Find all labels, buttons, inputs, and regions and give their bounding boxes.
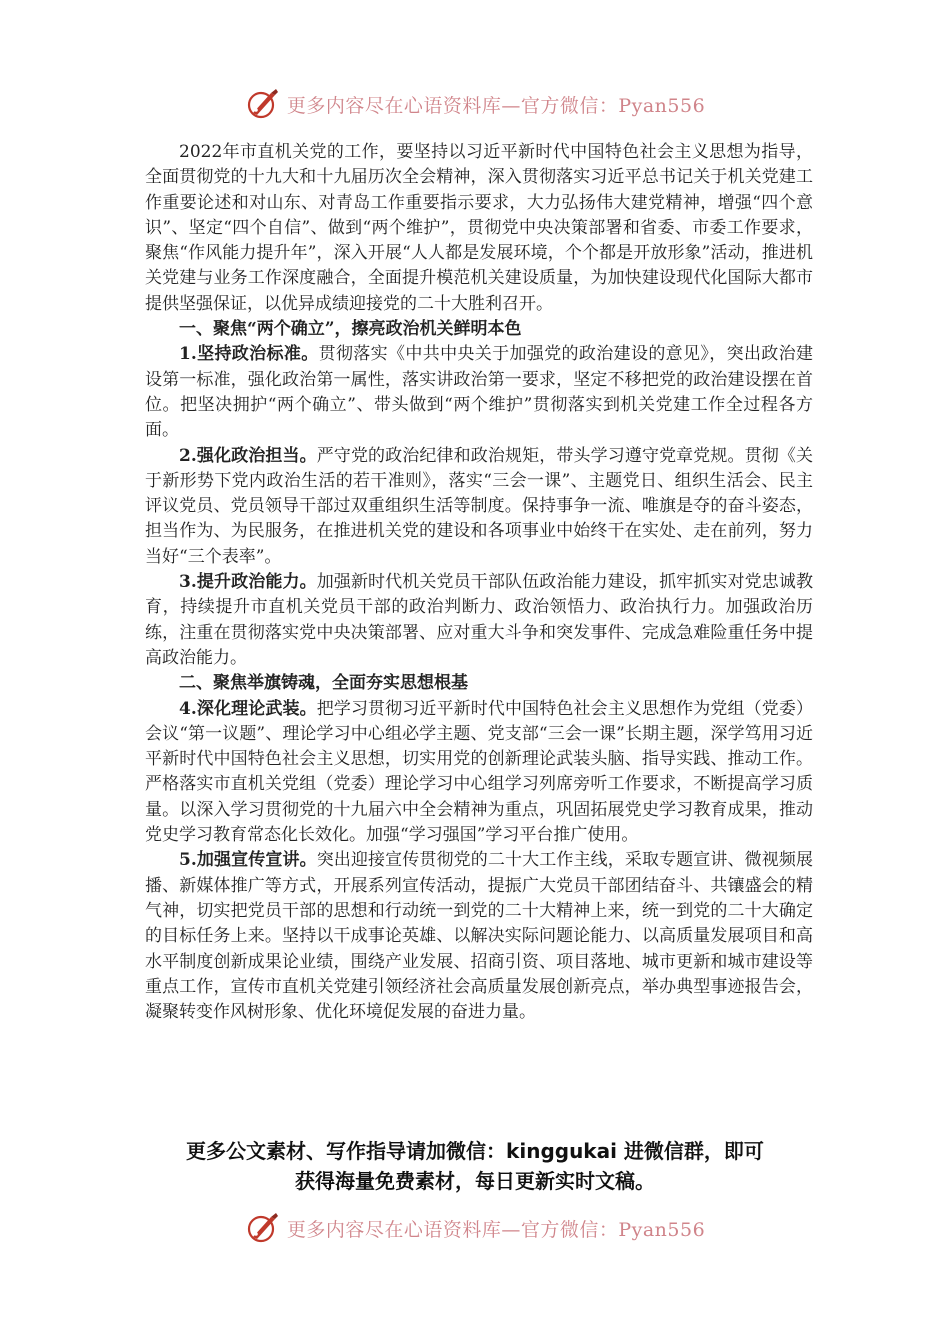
item-1-title: 1.坚持政治标准。 xyxy=(179,344,319,365)
item-3-body: 加强新时代机关党员干部队伍政治能力建设，抓牢抓实对党忠诚教育，持续提升市直机关党员干部的政治判断力、政治领悟力、政治执行力。加强政治历练，注重在贯彻落实党中央决策部署、应对重大斗争和突发事件、完成急难险重任务中提高政治能力。 xyxy=(145,572,814,668)
intro-paragraph: 2022年市直机关党的工作，要坚持以习近平新时代中国特色社会主义思想为指导，全面贯彻党的十九大和十九届历次全会精神，深入贯彻落实习近平总书记关于机关党建工作重要论述和对山东、对青岛工作重要指示要求，大力弘扬伟大建党精神，增强“四个意识”、坚定“四个自信”、做到“两个维护”，贯彻党中央决策部署和省委、市委工作要求，聚焦“作风能力提升年”，深入开展“人人都是发展环境，个个都是开放形象”活动，推进机关党建与业务工作深度融合，全面提升模范机关建设质量，为加快建设现代化国际大都市提供坚强保证，以优异成绩迎接党的二十大胜利召开。 xyxy=(145,142,813,314)
banner-text: 更多内容尽在心语资料库—官方微信：Pyan556 xyxy=(286,94,706,117)
pen-logo-icon xyxy=(245,86,281,122)
item-4-title: 4.深化理论武装。 xyxy=(179,698,317,719)
item-1-paragraph xyxy=(145,342,813,443)
banner-text: 更多内容尽在心语资料库—官方微信：Pyan556 xyxy=(286,1218,706,1241)
item-4-paragraph xyxy=(145,697,813,849)
item-1-body: 贯彻落实《中共中央关于加强党的政治建设的意见》，突出政治建设第一标准，强化政治第一属性，落实讲政治第一要求，坚定不移把党的政治建设摆在首位。把坚决拥护“两个确立”、带头做到“两个维护”贯彻落实到机关党建工作全过程各方面。 xyxy=(145,344,814,441)
item-5-paragraph xyxy=(145,848,813,1025)
section-heading-1: 一、聚焦“两个确立”，擦亮政治机关鲜明本色 xyxy=(179,319,522,340)
promo-note xyxy=(130,1136,820,1196)
item-3-paragraph xyxy=(145,570,813,671)
item-4-body: 把学习贯彻习近平新时代中国特色社会主义思想作为党组（党委）会议“第一议题”、理论学习中心组必学主题、党支部“三会一课”长期主题，深学笃用习近平新时代中国特色社会主义思想，切实用党的创新理论武装头脑、指导实践、推动工作。严格落实市直机关党组（党委）理论学习中心组学习列席旁听工作要求，不断提高学习质量。以深入学习贯彻党的十九届六中全会精神为重点，巩固拓展党史学习教育成果，推动党史学习教育常态化长效化。加强“学习强国”学习平台推广使用。 xyxy=(145,698,814,846)
header-banner xyxy=(0,84,950,124)
pen-logo-icon xyxy=(245,1210,281,1246)
footer-banner xyxy=(0,1208,950,1248)
item-2-body: 严守党的政治纪律和政治规矩，带头学习遵守党章党规。贯彻《关于新形势下党内政治生活的若干准则》，落实“三会一课”、主题党日、组织生活会、民主评议党员、党员领导干部过双重组织生活等制度。保持事争一流、唯旗是夺的奋斗姿态，担当作为、为民服务，在推进机关党的建设和各项事业中始终干在实处、走在前列，努力当好“三个表率”。 xyxy=(145,445,814,567)
item-5-title: 5.加强宣传宣讲。 xyxy=(179,850,317,871)
promo-line-1: 更多公文素材、写作指导请加微信：kinggukai 进微信群，即可 xyxy=(186,1139,764,1163)
document-body xyxy=(145,140,813,1025)
item-2-title: 2.强化政治担当。 xyxy=(179,445,317,466)
section-heading-2: 二、聚焦举旗铸魂，全面夯实思想根基 xyxy=(179,673,468,694)
promo-line-2: 获得海量免费素材，每日更新实时文稿。 xyxy=(295,1169,655,1193)
item-2-paragraph xyxy=(145,444,813,570)
item-3-title: 3.提升政治能力。 xyxy=(179,572,317,593)
item-5-body: 突出迎接宣传贯彻党的二十大工作主线，采取专题宣讲、微视频展播、新媒体推广等方式，开展系列宣传活动，提振广大党员干部团结奋斗、共镶盛会的精气神，切实把党员干部的思想和行动统一到党的二十大精神上来，统一到党的二十大确定的目标任务上来。坚持以干成事论英雄、以解决实际问题论能力、以高质量发展项目和高水平制度创新成果论业绩，围绕产业发展、招商引资、项目落地、城市更新和城市建设等重点工作，宣传市直机关党建引领经济社会高质量发展创新亮点，举办典型事迹报告会，凝聚转变作风树形象、优化环境促发展的奋进力量。 xyxy=(145,850,814,1023)
